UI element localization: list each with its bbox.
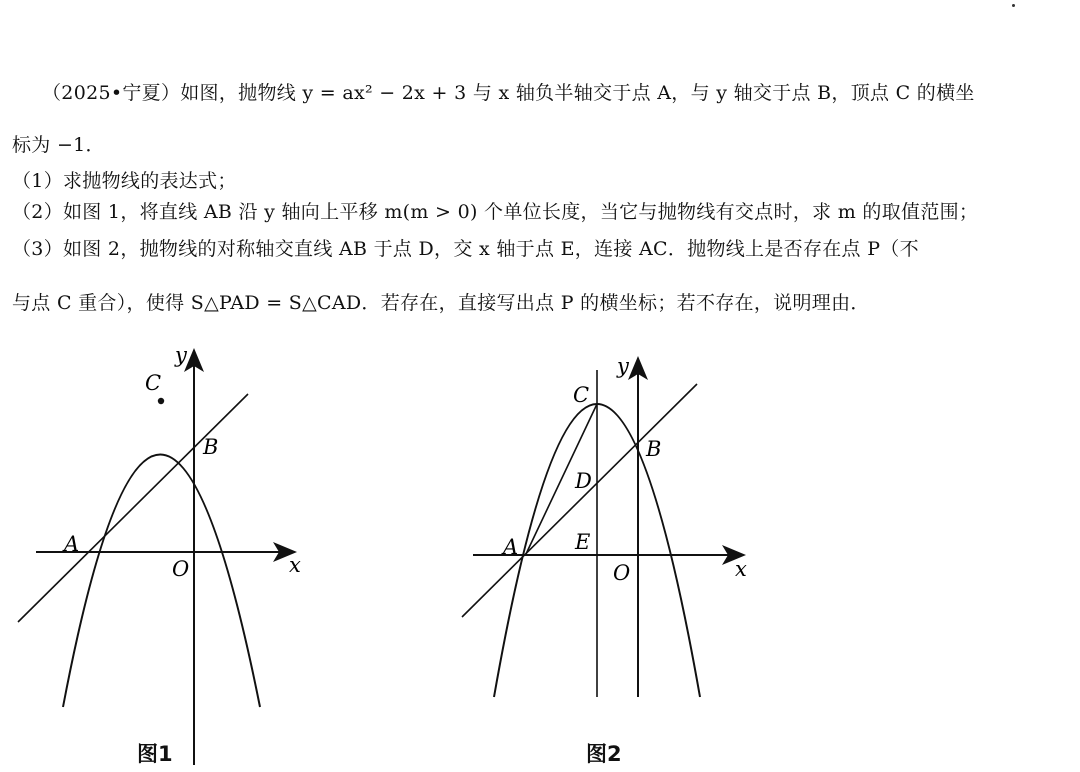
origin-label: O (172, 557, 190, 581)
x-axis-label: x (289, 553, 301, 577)
parabola (63, 455, 260, 708)
point-label-d: D (575, 469, 592, 493)
question-2: （2）如图 1，将直线 AB 沿 y 轴向上平移 m(m > 0) 个单位长度，当它与抛物线有交点时，求 m 的取值范围； (12, 201, 979, 223)
scan-mark (1012, 4, 1015, 7)
point-label-b: B (203, 435, 219, 459)
point-label-b: B (646, 437, 662, 461)
problem-line-1: （2025•宁夏）如图，抛物线 y = ax² − 2x + 3 与 x 轴负半轴交于点 A，与 y 轴交于点 B，顶点 C 的横坐 (42, 82, 975, 104)
y-axis-label: y (175, 343, 187, 367)
figure-2 (460, 335, 760, 765)
figure-2-graph (460, 335, 760, 765)
point-label-e: E (575, 530, 591, 554)
figure-2-caption: 图2 (586, 742, 622, 766)
question-3: （3）如图 2，抛物线的对称轴交直线 AB 于点 D，交 x 轴于点 E，连接 AC．抛物线上是否存在点 P（不 (12, 238, 919, 260)
point-label-c: C (573, 383, 590, 407)
figure-1-graph (0, 335, 320, 765)
line-ab (462, 384, 697, 617)
figure-1-caption: 图1 (137, 742, 173, 766)
point-label-a: A (503, 535, 519, 559)
y-axis-label: y (617, 354, 629, 378)
figure-1 (0, 335, 320, 765)
problem-line-2: 标为 −1． (12, 134, 105, 156)
point-label-c: C (145, 371, 162, 395)
origin-label: O (613, 561, 631, 585)
point-label-a: A (64, 532, 80, 556)
x-axis-label: x (735, 557, 747, 581)
question-3-continued: 与点 C 重合），使得 S△PAD = S△CAD．若存在，直接写出点 P 的横坐标；若不存在，说明理由． (12, 292, 870, 314)
question-1: （1）求抛物线的表达式； (12, 170, 237, 192)
line-ab (18, 394, 248, 622)
vertex-point-c (158, 398, 164, 404)
